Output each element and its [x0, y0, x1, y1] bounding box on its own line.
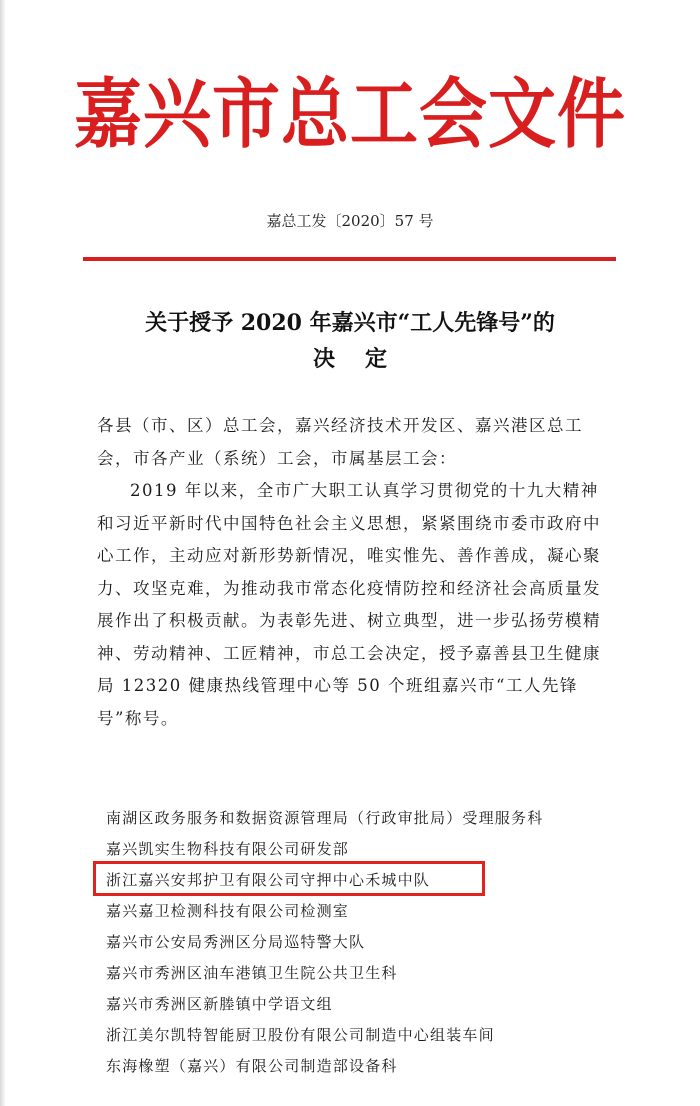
document-body — [97, 410, 603, 735]
list-item: 嘉兴凯实生物科技有限公司研发部 — [106, 840, 350, 858]
document-number: 嘉总工发〔2020〕57 号 — [266, 212, 434, 230]
list-item-highlighted: 浙江嘉兴安邦护卫有限公司守押中心禾城中队 — [106, 871, 431, 889]
list-item: 嘉兴市秀洲区新塍镇中学语文组 — [106, 995, 333, 1013]
body-paragraph: 2019 年以来，全市广大职工认真学习贯彻党的十九大精神和习近平新时代中国特色社会主义思想，紧紧围绕市委市政府中心工作，主动应对新形势新情况，唯实惟先、善作善成，凝心聚力、攻坚克难，为推动我市常态化疫情防控和经济社会高质量发展作出了积极贡献。为表彰先进、树立典型，进一步弘扬劳模精神、劳动精神、工匠精神，市总工会决定，授予嘉善县卫生健康局 12320 健康热线管理中心等 50 个班组嘉兴市“工人先锋号”称号。 — [97, 481, 601, 728]
highlight-box — [93, 861, 485, 896]
awardee-list — [106, 803, 616, 1082]
list-item: 南湖区政务服务和数据资源管理局（行政审批局）受理服务科 — [106, 809, 544, 827]
red-divider-line — [83, 257, 616, 261]
list-item: 嘉兴市公安局秀洲区分局巡特警大队 — [106, 933, 366, 951]
masthead-title: 嘉兴市总工会文件 — [73, 69, 626, 160]
list-item: 嘉兴市秀洲区油车港镇卫生院公共卫生科 — [106, 964, 398, 982]
document-title-line-1: 关于授予 2020 年嘉兴市“工人先锋号”的 — [145, 310, 555, 336]
document-title-line-2: 决定 — [312, 346, 417, 372]
list-item: 东海橡塑（嘉兴）有限公司制造部设备科 — [106, 1057, 398, 1075]
page-edge-shadow — [0, 0, 6, 1106]
salutation: 各县（市、区）总工会，嘉兴经济技术开发区、嘉兴港区总工会，市各产业（系统）工会，市属基层工会： — [97, 416, 583, 468]
list-item: 浙江美尔凯特智能厨卫股份有限公司制造中心组装车间 — [106, 1026, 495, 1044]
list-item: 嘉兴嘉卫检测科技有限公司检测室 — [106, 902, 350, 920]
